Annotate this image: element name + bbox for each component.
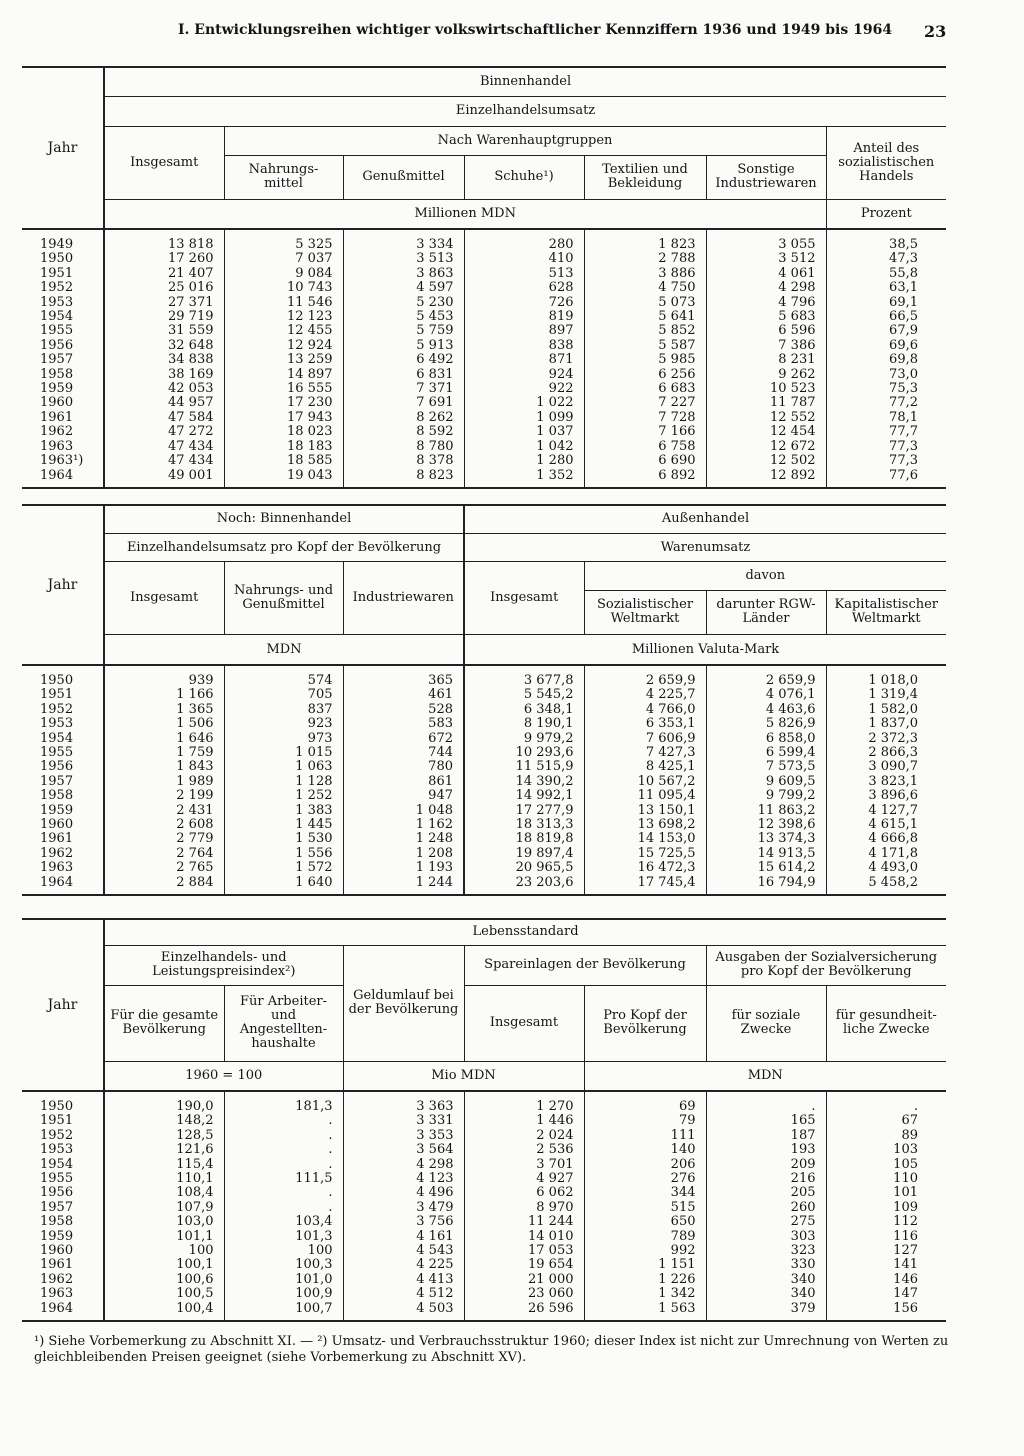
col-nahrungsmittel: Nahrungs- mittel	[224, 155, 343, 199]
unit-mdn: MDN	[584, 1061, 946, 1091]
sonstige-values: 3 055 3 512 4 061 4 298 4 796 5 683 6 596 7 386 8 231 9 262 10 523 11 787 12 552 12 454 12 672 12 502 12 892	[706, 230, 826, 488]
spareinlagen-insgesamt-values: 1 270 1 446 2 024 2 536 3 701 4 927 6 062 8 970 11 244 14 010 17 053 19 654 21 000 23 060 26 596	[464, 1092, 584, 1321]
textilien-values: 1 823 2 788 3 886 4 750 5 073 5 641 5 852 5 587 5 985 6 256 6 683 7 227 7 728 7 166 6 758 6 690 6 892	[584, 230, 706, 488]
unit-valuta-mark: Millionen Valuta-Mark	[464, 635, 946, 665]
year-column-header: Jahr	[22, 919, 104, 1091]
year-values: 1950 1951 1952 1953 1954 1955 1956 1957 1958 1959 1960 1961 1962 1963 1964	[22, 1092, 104, 1321]
noch-binnenhandel-header: Noch: Binnenhandel	[104, 505, 464, 533]
table-3-header	[22, 918, 946, 1092]
nahrungs-genussmittel-values: 574 705 837 923 973 1 015 1 063 1 128 1 252 1 383 1 445 1 530 1 556 1 572 1 640	[224, 666, 343, 895]
unit-index: 1960 = 100	[104, 1061, 343, 1091]
year-values: 1949 1950 1951 1952 1953 1954 1955 1956 1957 1958 1959 1960 1961 1962 1963 1963¹) 1964	[22, 230, 104, 488]
col-geldumlauf: Geldumlauf bei der Bevölkerung	[343, 945, 464, 1061]
unit-mio-mdn: Mio MDN	[343, 1061, 584, 1091]
col-rgw-laender: darunter RGW-Länder	[706, 590, 826, 635]
page-number: 23	[924, 22, 947, 41]
col-soziale-zwecke: für soziale Zwecke	[706, 985, 826, 1061]
lebensstandard-header: Lebensstandard	[104, 919, 946, 945]
table-1-body	[22, 230, 946, 489]
table-binnenhandel	[22, 66, 946, 489]
warenhauptgruppen-header: Nach Warenhauptgruppen	[224, 126, 826, 155]
sozialistischer-weltmarkt-values: 2 659,9 4 225,7 4 766,0 6 353,1 7 606,9 7 427,3 8 425,1 10 567,2 11 095,4 13 150,1 13 698,2 14 153,0 15 725,5 16 472,3 17 745,4	[584, 666, 706, 895]
unit-millionen-mdn: Millionen MDN	[104, 199, 826, 229]
warenumsatz-header: Warenumsatz	[464, 533, 946, 561]
col-gesamte-bevoelkerung: Für die gesamte Bevölkerung	[104, 985, 224, 1061]
footnotes: ¹) Siehe Vorbemerkung zu Abschnitt XI. — ²) Umsatz- und Verbrauchsstruktur 1960; dieser Index ist nicht zur Umrechnung von Werten zu gleichbleibenden Preisen geeignet (siehe Vorbemerkung zu Abschnitt XV).	[34, 1334, 949, 1365]
aussenhandel-header: Außenhandel	[464, 505, 946, 533]
year-values: 1950 1951 1952 1953 1954 1955 1956 1957 1958 1959 1960 1961 1962 1963 1964	[22, 666, 104, 895]
preisindex-header: Einzelhandels- und Leistungspreisindex²)	[104, 945, 343, 985]
spareinlagen-header: Spareinlagen der Bevölkerung	[464, 945, 706, 985]
unit-prozent: Prozent	[826, 199, 946, 229]
col-arbeiter-angestellte: Für Arbeiter- und Angestellten- haushalte	[224, 985, 343, 1061]
table-2-header	[22, 504, 946, 666]
col-gesundheitliche-zwecke: für gesundheit- liche Zwecke	[826, 985, 946, 1061]
col-industriewaren: Industriewaren	[343, 562, 464, 635]
spareinlagen-pro-kopf-values: 69 79 111 140 206 276 344 515 650 789 992 1 151 1 226 1 342 1 563	[584, 1092, 706, 1321]
sozialversicherung-header: Ausgaben der Sozialversicherung pro Kopf der Bevölkerung	[706, 945, 946, 985]
nahrungsmittel-values: 5 325 7 037 9 084 10 743 11 546 12 123 12 455 12 924 13 259 14 897 16 555 17 230 17 943 18 023 18 183 18 585 19 043	[224, 230, 343, 488]
col-insgesamt-valuta: Insgesamt	[464, 562, 584, 635]
col-spareinlagen-insgesamt: Insgesamt	[464, 985, 584, 1061]
col-sozialistischer-weltmarkt: Sozialistischer Weltmarkt	[584, 590, 706, 635]
table-lebensstandard	[22, 918, 946, 1322]
share-column-header: Anteil des sozialistischen Handels	[826, 126, 946, 199]
insgesamt-mdn-values: 939 1 166 1 365 1 506 1 646 1 759 1 843 1 989 2 199 2 431 2 608 2 779 2 764 2 765 2 884	[104, 666, 224, 895]
industriewaren-values: 365 461 528 583 672 744 780 861 947 1 048 1 162 1 248 1 208 1 193 1 244	[343, 666, 464, 895]
share-values: 38,5 47,3 55,8 63,1 69,1 66,5 67,9 69,6 69,8 73,0 75,3 77,2 78,1 77,7 77,3 77,3 77,6	[826, 230, 946, 488]
table-row	[22, 666, 946, 895]
soziale-zwecke-values: . 165 187 193 209 216 205 260 275 303 323 330 340 340 379	[706, 1092, 826, 1321]
col-genussmittel: Genußmittel	[343, 155, 464, 199]
col-schuhe: Schuhe¹)	[464, 155, 584, 199]
rgw-laender-values: 2 659,9 4 076,1 4 463,6 5 826,9 6 858,0 6 599,4 7 573,5 9 609,5 9 799,2 11 863,2 12 398,6 13 374,3 14 913,5 15 614,2 16 794,9	[706, 666, 826, 895]
table-1-header	[22, 66, 946, 230]
page-header-title: I. Entwicklungsreihen wichtiger volkswirtschaftlicher Kennziffern 1936 und 1949 bis 1964	[178, 22, 893, 38]
table-row	[22, 1092, 946, 1321]
col-textilien: Textilien und Bekleidung	[584, 155, 706, 199]
col-kapitalistischer-weltmarkt: Kapitalistischer Weltmarkt	[826, 590, 946, 635]
davon-header: davon	[584, 562, 946, 590]
einzelhandelsumsatz-header: Einzelhandelsumsatz	[104, 96, 946, 126]
insgesamt-valuta-values: 3 677,8 5 545,2 6 348,1 8 190,1 9 979,2 10 293,6 11 515,9 14 390,2 14 992,1 17 277,9 18 313,3 18 819,8 19 897,4 20 965,5 23 203,6	[515, 673, 574, 890]
genussmittel-values: 3 334 3 513 3 863 4 597 5 230 5 453 5 759 5 913 6 492 6 831 7 371 7 691 8 262 8 592 8 780 8 378 8 823	[343, 230, 464, 488]
gesundheitliche-zwecke-values: . 67 89 103 105 110 101 109 112 116 127 141 146 147 156	[826, 1092, 946, 1321]
table-2-body	[22, 666, 946, 896]
total-column-header: Insgesamt	[104, 126, 224, 199]
index-arbeiter-values: 181,3 . . . . 111,5 . . 103,4 101,3 100 100,3 101,0 100,9 100,7	[224, 1092, 343, 1321]
col-spareinlagen-pro-kopf: Pro Kopf der Bevölkerung	[584, 985, 706, 1061]
schuhe-values: 280 410 513 628 726 819 897 838 871 924 922 1 022 1 099 1 037 1 042 1 280 1 352	[464, 230, 584, 488]
year-column-header: Jahr	[22, 67, 104, 229]
total-values: 13 818 17 260 21 407 25 016 27 371 29 719 31 559 32 648 34 838 38 169 42 053 44 957 47 584 47 272 47 434 47 434 49 001	[104, 230, 224, 488]
col-insgesamt-mdn: Insgesamt	[104, 562, 224, 635]
index-gesamt-values: 190,0 148,2 128,5 121,6 115,4 110,1 108,4 107,9 103,0 101,1 100 100,1 100,6 100,5 100,4	[104, 1092, 224, 1321]
table-row	[22, 230, 946, 488]
col-sonstige: Sonstige Industriewaren	[706, 155, 826, 199]
geldumlauf-values: 3 363 3 331 3 353 3 564 4 298 4 123 4 496 3 479 3 756 4 161 4 543 4 225 4 413 4 512 4 503	[343, 1092, 464, 1321]
binnenhandel-header: Binnenhandel	[104, 67, 946, 96]
year-column-header: Jahr	[22, 505, 104, 665]
table-3-body	[22, 1092, 946, 1322]
col-nahrungs-genussmittel: Nahrungs- und Genußmittel	[224, 562, 343, 635]
pro-kopf-header: Einzelhandelsumsatz pro Kopf der Bevölkerung	[104, 533, 464, 561]
unit-mdn: MDN	[104, 635, 464, 665]
kapitalistischer-weltmarkt-values: 1 018,0 1 319,4 1 582,0 1 837,0 2 372,3 2 866,3 3 090,7 3 823,1 3 896,6 4 127,7 4 615,1 4 666,8 4 171,8 4 493,0 5 458,2	[826, 666, 946, 895]
table-binnen-aussenhandel	[22, 504, 946, 896]
